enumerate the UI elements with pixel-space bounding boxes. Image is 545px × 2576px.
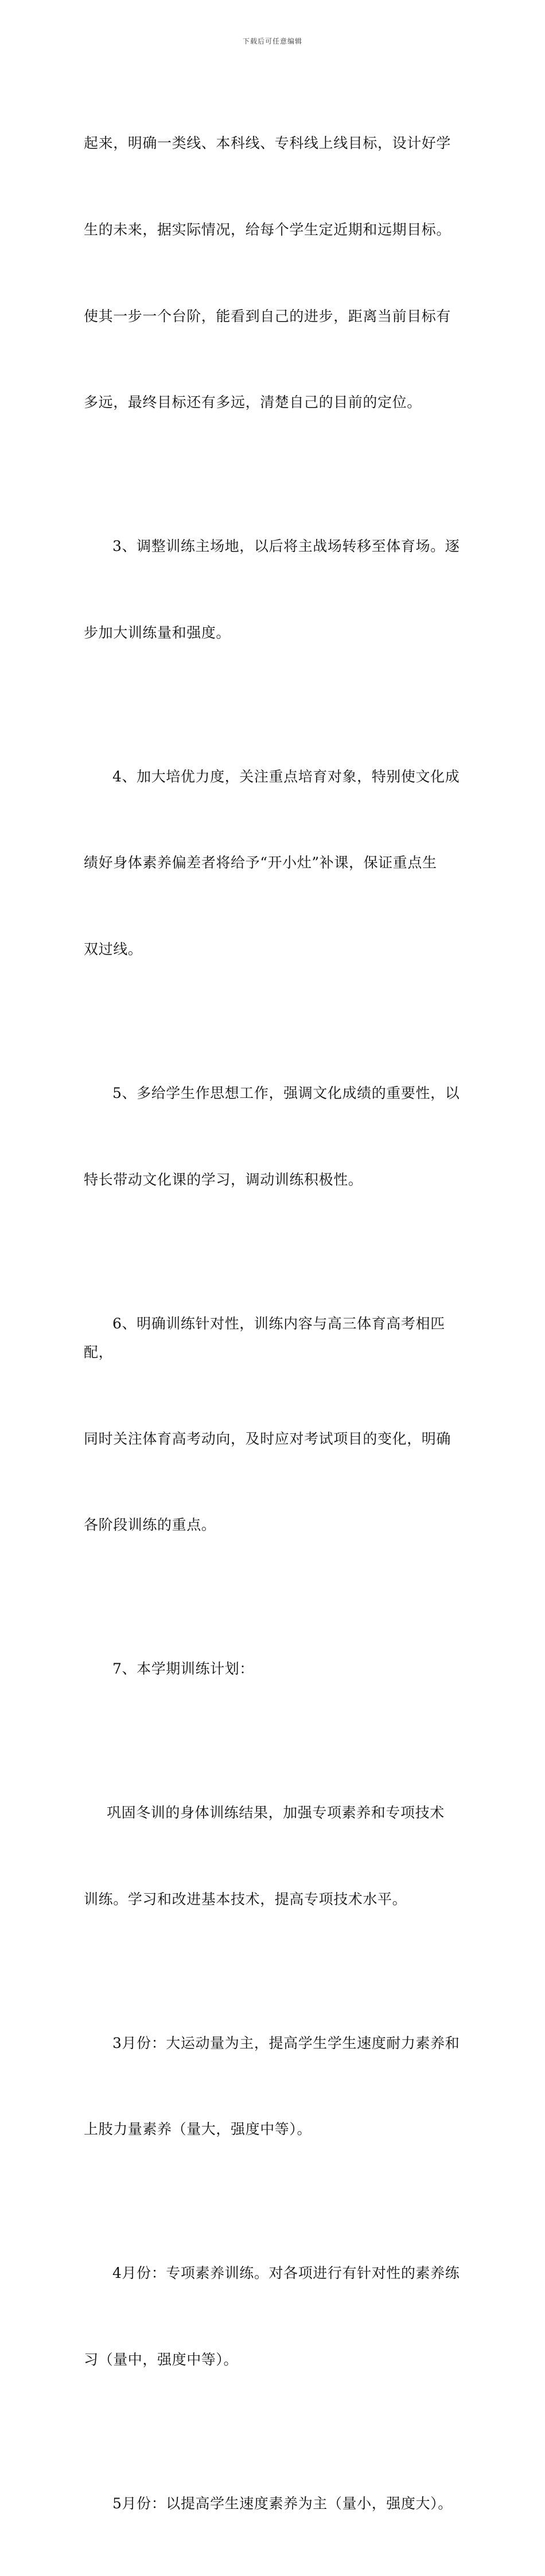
paragraph-1 [84, 72, 474, 475]
text-line: 上肢力量素养（量大，强度中等）。 [84, 2121, 312, 2138]
text-line: 绩好身体素养偏差者将给予“开小灶”补课，保证重点生 [84, 854, 437, 871]
paragraph-april [84, 2202, 474, 2432]
text-line: 巩固冬训的身体训练结果，加强专项素养和专项技术 [107, 1804, 445, 1821]
page-header: 下载后可任意编辑 [242, 37, 302, 45]
text-line: 7、本学期训练计划： [112, 1660, 254, 1678]
paragraph-item-7 [84, 1597, 474, 1741]
paragraph-march [84, 1971, 474, 2202]
text-line: 3月份：大运动量为主，提高学生学生速度耐力素养和 [112, 2034, 460, 2051]
text-line: 4月份：专项素养训练。对各项进行有针对性的素养练 [112, 2265, 460, 2282]
paragraph-may [84, 2432, 474, 2576]
text-line: 训练。学习和改进基本技术，提高专项技术水平。 [84, 1890, 407, 1907]
text-line: 6、明确训练针对性，训练内容与高三体育高考相匹配， [84, 1315, 445, 1361]
text-line: 多远，最终目标还有多远，清楚自己的目前的定位。 [84, 394, 422, 411]
text-line: 习（量中，强度中等）。 [84, 2351, 239, 2368]
text-line: 生的未来，据实际情况，给每个学生定近期和远期目标。 [84, 221, 451, 239]
text-line: 起来，明确一类线、本科线、专科线上线目标，设计好学 [84, 135, 451, 152]
text-line: 双过线。 [84, 941, 143, 958]
paragraph-item-5 [84, 1022, 474, 1252]
document-body [84, 72, 474, 2576]
text-line: 步加大训练量和强度。 [84, 624, 231, 641]
text-line: 同时关注体育高考动向，及时应对考试项目的变化，明确 [84, 1430, 451, 1447]
text-line: 各阶段训练的重点。 [84, 1516, 216, 1534]
paragraph-item-3 [84, 475, 474, 705]
paragraph-item-6 [84, 1252, 474, 1597]
text-line: 4、加大培优力度，关注重点培育对象，特别使文化成 [112, 768, 460, 785]
text-line: 3、调整训练主场地，以后将主战场转移至体育场。逐 [112, 538, 460, 555]
paragraph-item-4 [84, 705, 474, 1021]
text-line: 5、多给学生作思想工作，强调文化成绩的重要性，以 [112, 1085, 460, 1102]
text-line: 特长带动文化课的学习，调动训练积极性。 [84, 1171, 363, 1188]
paragraph-training-goals [84, 1741, 474, 1972]
text-line: 使其一步一个台阶，能看到自己的进步，距离当前目标有 [84, 307, 451, 325]
text-line: 5月份：以提高学生速度素养为主（量小，强度大）。 [112, 2495, 453, 2512]
